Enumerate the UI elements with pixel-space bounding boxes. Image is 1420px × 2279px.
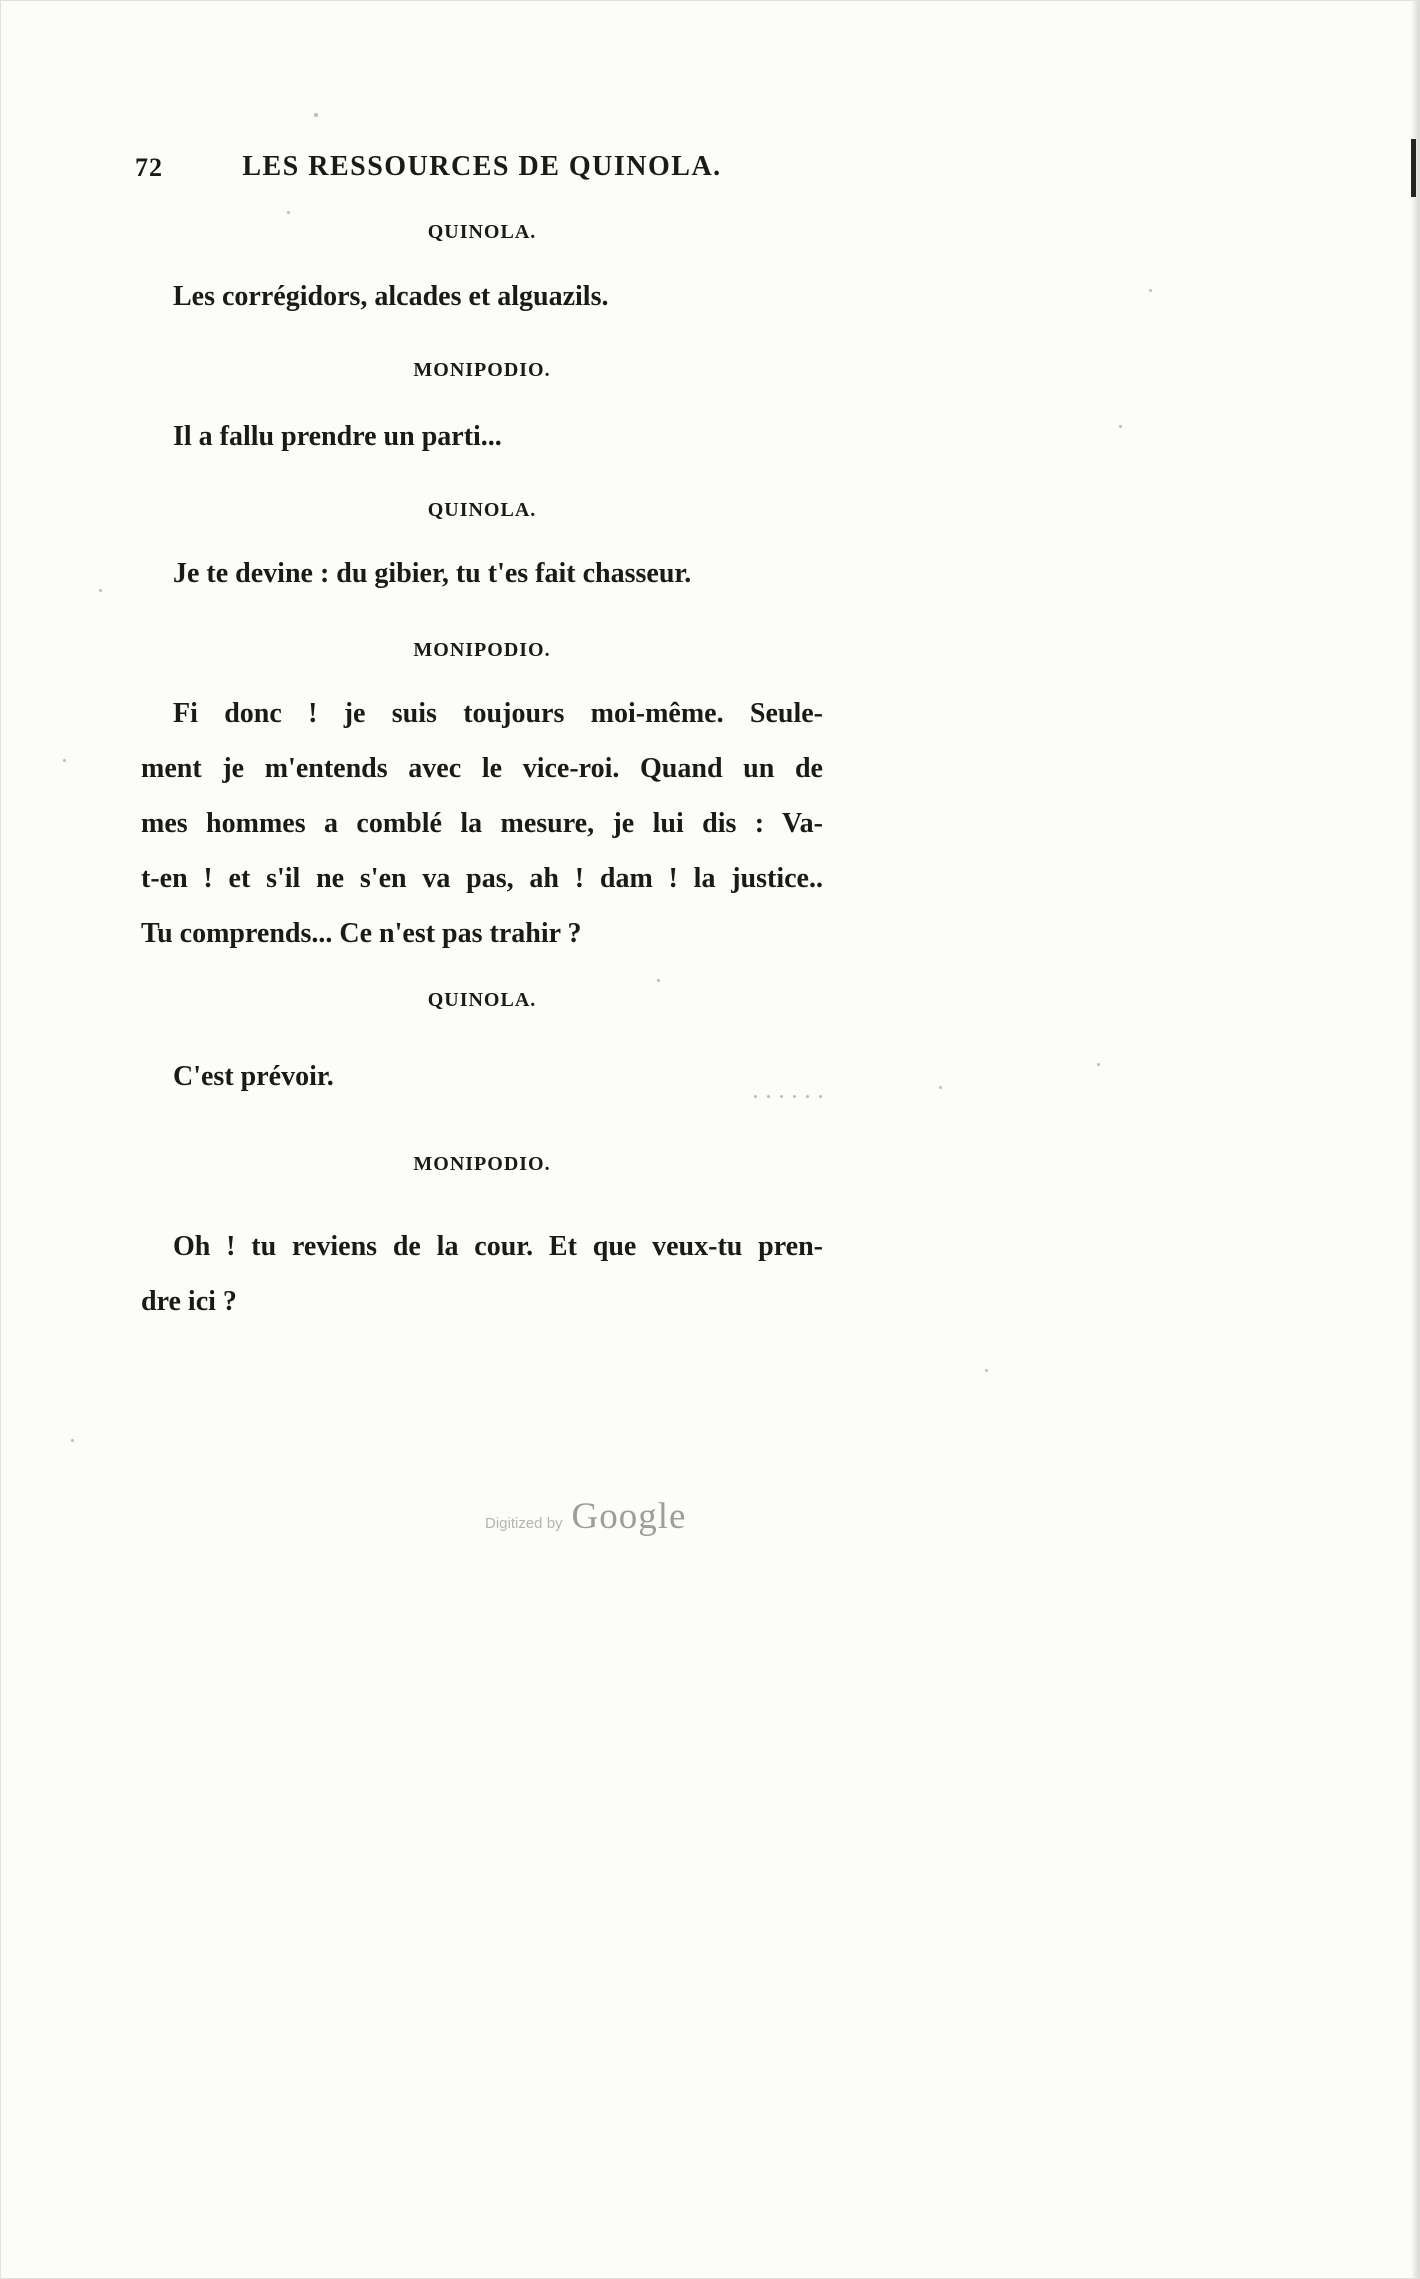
speaker-heading: MONIPODIO.	[413, 639, 551, 661]
scan-speck	[1097, 1063, 1100, 1066]
dialogue-line: Oh ! tu reviens de la cour. Et que veux-tu pren-	[173, 1231, 823, 1262]
scan-noise	[749, 1093, 825, 1100]
page-header	[135, 151, 823, 191]
running-title: LES RESSOURCES DE QUINOLA.	[242, 151, 722, 182]
digitized-by-label: Digitized by	[485, 1515, 563, 1532]
dialogue-line: t-en ! et s'il ne s'en va pas, ah ! dam ! la justice..	[141, 863, 823, 894]
speaker-heading: QUINOLA.	[427, 989, 537, 1011]
page-edge-shadow	[1411, 1, 1419, 2278]
scan-speck	[63, 759, 66, 762]
dialogue-line: C'est prévoir.	[173, 1061, 334, 1092]
dialogue-line: Il a fallu prendre un parti...	[173, 421, 502, 452]
scan-speck	[939, 1086, 942, 1089]
page-number: 72	[135, 153, 163, 182]
speaker-heading: MONIPODIO.	[413, 1153, 551, 1175]
dialogue-line: ment je m'entends avec le vice-roi. Quand un de	[141, 753, 823, 784]
dialogue-line: mes hommes a comblé la mesure, je lui dis : Va-	[141, 808, 823, 839]
dialogue-paragraph	[141, 686, 823, 961]
scan-speck	[99, 589, 102, 592]
scan-speck	[71, 1439, 74, 1442]
dialogue-line: Tu comprends... Ce n'est pas trahir ?	[141, 918, 582, 949]
scan-speck	[1119, 425, 1122, 428]
digitization-watermark	[485, 1495, 686, 1538]
speaker-heading: QUINOLA.	[427, 499, 537, 521]
dialogue-line: Je te devine : du gibier, tu t'es fait chasseur.	[173, 558, 692, 589]
scan-speck	[657, 979, 660, 982]
scan-speck	[314, 113, 318, 117]
scan-edge-artifact	[1411, 139, 1416, 197]
speaker-heading: QUINOLA.	[427, 221, 537, 243]
google-logo: Google	[571, 1496, 687, 1537]
speaker-heading: MONIPODIO.	[413, 359, 551, 381]
dialogue-line: Fi donc ! je suis toujours moi-même. Seule-	[173, 698, 823, 729]
dialogue-paragraph	[141, 1219, 823, 1329]
dialogue-line: Les corrégidors, alcades et alguazils.	[173, 281, 609, 312]
dialogue-line: dre ici ?	[141, 1286, 237, 1317]
scan-speck	[1149, 289, 1152, 292]
scan-speck	[287, 211, 290, 214]
scan-speck	[985, 1369, 988, 1372]
